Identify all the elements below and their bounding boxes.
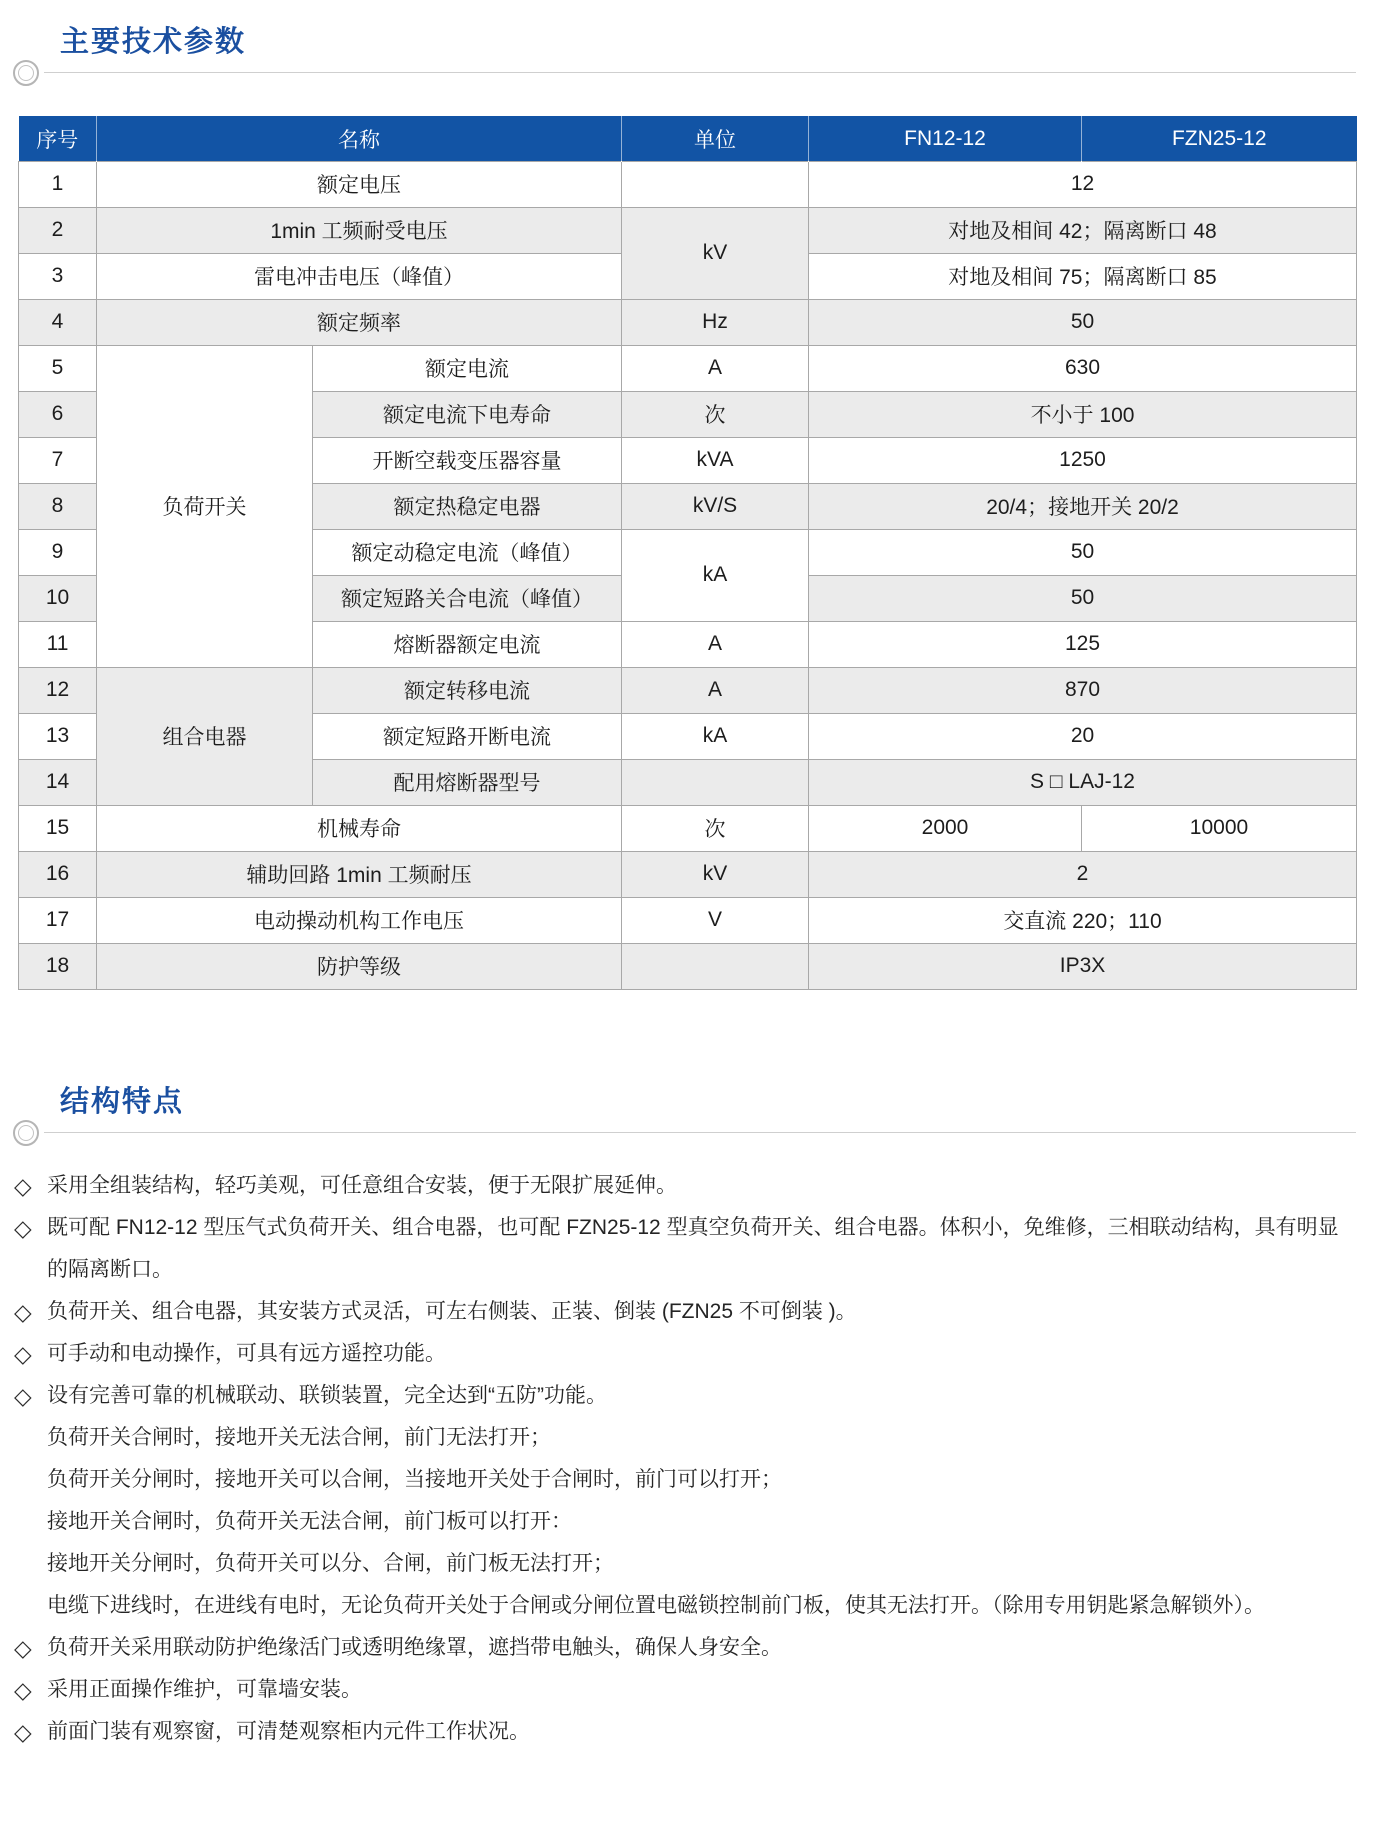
unit-cell: kV/S xyxy=(622,483,809,529)
param-name-cell: 开断空载变压器容量 xyxy=(313,437,622,483)
value-cell: 12 xyxy=(809,161,1357,207)
value-cell: 不小于 100 xyxy=(809,391,1357,437)
table-row xyxy=(19,943,1357,989)
feature-item xyxy=(14,1207,1359,1291)
value-cell-fn12: 2000 xyxy=(809,805,1082,851)
unit-cell: Hz xyxy=(622,299,809,345)
param-name-cell: 机械寿命 xyxy=(97,805,622,851)
row-number-cell: 15 xyxy=(19,805,97,851)
unit-cell: A xyxy=(622,621,809,667)
value-cell: 50 xyxy=(809,529,1357,575)
value-cell: 630 xyxy=(809,345,1357,391)
feature-text: 负荷开关采用联动防护绝缘活门或透明绝缘罩，遮挡带电触头，确保人身安全。 xyxy=(47,1636,782,1660)
feature-item xyxy=(14,1627,1359,1669)
feature-subline: 接地开关合闸时，负荷开关无法合闸，前门板可以打开： xyxy=(47,1510,572,1534)
divider-line xyxy=(44,72,1356,73)
table-row xyxy=(19,897,1357,943)
table-row xyxy=(19,667,1357,713)
unit-cell: 次 xyxy=(622,805,809,851)
row-number-cell: 8 xyxy=(19,483,97,529)
row-number-cell: 18 xyxy=(19,943,97,989)
tech-params-table xyxy=(18,116,1357,990)
feature-subline: 负荷开关合闸时，接地开关无法合闸，前门无法打开； xyxy=(47,1426,551,1450)
group-cell-combined-apparatus: 组合电器 xyxy=(97,667,313,805)
row-number-cell: 9 xyxy=(19,529,97,575)
diamond-bullet-icon: ◇ xyxy=(14,1341,32,1368)
row-number-cell: 3 xyxy=(19,253,97,299)
row-number-cell: 16 xyxy=(19,851,97,897)
features-title: 结构特点 xyxy=(60,1085,185,1118)
param-name-cell: 额定电流下电寿命 xyxy=(313,391,622,437)
feature-item xyxy=(14,1711,1359,1753)
divider-line xyxy=(44,1132,1356,1133)
diamond-bullet-icon: ◇ xyxy=(14,1299,32,1326)
row-number-cell: 11 xyxy=(19,621,97,667)
value-cell: 50 xyxy=(809,575,1357,621)
row-number-cell: 6 xyxy=(19,391,97,437)
value-cell: 对地及相间 75；隔离断口 85 xyxy=(809,253,1357,299)
value-cell: 2 xyxy=(809,851,1357,897)
param-name-cell: 防护等级 xyxy=(97,943,622,989)
row-number-cell: 13 xyxy=(19,713,97,759)
feature-subline: 电缆下进线时，在进线有电时，无论负荷开关处于合闸或分闸位置电磁锁控制前门板，使其无法打开。（除用专用钥匙紧急解锁外）。 xyxy=(47,1594,1265,1618)
tech-params-divider xyxy=(0,59,1373,89)
value-cell: 对地及相间 42；隔离断口 48 xyxy=(809,207,1357,253)
param-name-cell: 熔断器额定电流 xyxy=(313,621,622,667)
feature-item xyxy=(14,1333,1359,1375)
unit-cell: kA xyxy=(622,713,809,759)
table-row xyxy=(19,851,1357,897)
header-unit: 单位 xyxy=(622,116,809,161)
feature-text: 负荷开关、组合电器，其安装方式灵活，可左右侧装、正装、倒装 (FZN25 不可倒装 )。 xyxy=(47,1300,857,1324)
unit-cell xyxy=(622,161,809,207)
value-cell: 870 xyxy=(809,667,1357,713)
value-cell: S □ LAJ-12 xyxy=(809,759,1357,805)
unit-cell: kA xyxy=(622,529,809,621)
param-name-cell: 1min 工频耐受电压 xyxy=(97,207,622,253)
unit-cell: 次 xyxy=(622,391,809,437)
param-name-cell: 辅助回路 1min 工频耐压 xyxy=(97,851,622,897)
param-name-cell: 额定电压 xyxy=(97,161,622,207)
row-number-cell: 17 xyxy=(19,897,97,943)
unit-cell: kVA xyxy=(622,437,809,483)
table-row xyxy=(19,207,1357,253)
row-number-cell: 12 xyxy=(19,667,97,713)
unit-cell: A xyxy=(622,345,809,391)
param-name-cell: 额定频率 xyxy=(97,299,622,345)
ring-icon xyxy=(13,60,39,86)
features-list xyxy=(14,1165,1359,1753)
table-header-row xyxy=(19,116,1357,161)
value-cell: 125 xyxy=(809,621,1357,667)
table-row xyxy=(19,345,1357,391)
table-row xyxy=(19,161,1357,207)
param-name-cell: 雷电冲击电压（峰值） xyxy=(97,253,622,299)
header-no: 序号 xyxy=(19,116,97,161)
param-name-cell: 配用熔断器型号 xyxy=(313,759,622,805)
feature-item xyxy=(14,1291,1359,1333)
value-cell: 20/4；接地开关 20/2 xyxy=(809,483,1357,529)
feature-subline: 接地开关分闸时，负荷开关可以分、合闸，前门板无法打开； xyxy=(47,1552,614,1576)
feature-text: 前面门装有观察窗，可清楚观察柜内元件工作状况。 xyxy=(47,1720,530,1744)
param-name-cell: 额定电流 xyxy=(313,345,622,391)
param-name-cell: 额定短路开断电流 xyxy=(313,713,622,759)
diamond-bullet-icon: ◇ xyxy=(14,1677,32,1704)
feature-text: 采用正面操作维护，可靠墙安装。 xyxy=(47,1678,362,1702)
row-number-cell: 7 xyxy=(19,437,97,483)
diamond-bullet-icon: ◇ xyxy=(14,1215,32,1242)
value-cell: 1250 xyxy=(809,437,1357,483)
unit-cell xyxy=(622,759,809,805)
feature-item xyxy=(14,1375,1359,1627)
unit-cell xyxy=(622,943,809,989)
param-name-cell: 额定转移电流 xyxy=(313,667,622,713)
row-number-cell: 2 xyxy=(19,207,97,253)
features-section-head xyxy=(0,1086,1373,1149)
header-fzn25: FZN25-12 xyxy=(1082,116,1357,161)
row-number-cell: 4 xyxy=(19,299,97,345)
tech-params-section-head xyxy=(0,0,1373,89)
feature-text: 设有完善可靠的机械联动、联锁装置，完全达到“五防”功能。 xyxy=(47,1384,607,1408)
value-cell: 20 xyxy=(809,713,1357,759)
param-name-cell: 额定短路关合电流（峰值） xyxy=(313,575,622,621)
group-cell-load-switch: 负荷开关 xyxy=(97,345,313,667)
diamond-bullet-icon: ◇ xyxy=(14,1719,32,1746)
param-name-cell: 电动操动机构工作电压 xyxy=(97,897,622,943)
feature-text: 既可配 FN12-12 型压气式负荷开关、组合电器，也可配 FZN25-12 型真空负荷开关、组合电器。体积小，免维修，三相联动结构，具有明显的隔离断口。 xyxy=(47,1216,1339,1282)
feature-item xyxy=(14,1165,1359,1207)
param-name-cell: 额定动稳定电流（峰值） xyxy=(313,529,622,575)
feature-text: 采用全组装结构，轻巧美观，可任意组合安装，便于无限扩展延伸。 xyxy=(47,1174,677,1198)
unit-cell: A xyxy=(622,667,809,713)
unit-cell: kV xyxy=(622,851,809,897)
value-cell: 50 xyxy=(809,299,1357,345)
feature-subline: 负荷开关分闸时，接地开关可以合闸，当接地开关处于合闸时，前门可以打开； xyxy=(47,1468,782,1492)
value-cell-fzn25: 10000 xyxy=(1082,805,1357,851)
table-row xyxy=(19,805,1357,851)
diamond-bullet-icon: ◇ xyxy=(14,1383,32,1410)
ring-icon xyxy=(13,1120,39,1146)
header-name: 名称 xyxy=(97,116,622,161)
value-cell: IP3X xyxy=(809,943,1357,989)
param-name-cell: 额定热稳定电器 xyxy=(313,483,622,529)
table-row xyxy=(19,299,1357,345)
diamond-bullet-icon: ◇ xyxy=(14,1173,32,1200)
features-divider xyxy=(0,1119,1373,1149)
tech-params-title: 主要技术参数 xyxy=(60,26,247,58)
row-number-cell: 5 xyxy=(19,345,97,391)
unit-cell: kV xyxy=(622,207,809,299)
row-number-cell: 1 xyxy=(19,161,97,207)
unit-cell: V xyxy=(622,897,809,943)
diamond-bullet-icon: ◇ xyxy=(14,1635,32,1662)
value-cell: 交直流 220；110 xyxy=(809,897,1357,943)
feature-text: 可手动和电动操作，可具有远方遥控功能。 xyxy=(47,1342,446,1366)
row-number-cell: 10 xyxy=(19,575,97,621)
header-fn12: FN12-12 xyxy=(809,116,1082,161)
row-number-cell: 14 xyxy=(19,759,97,805)
feature-item xyxy=(14,1669,1359,1711)
